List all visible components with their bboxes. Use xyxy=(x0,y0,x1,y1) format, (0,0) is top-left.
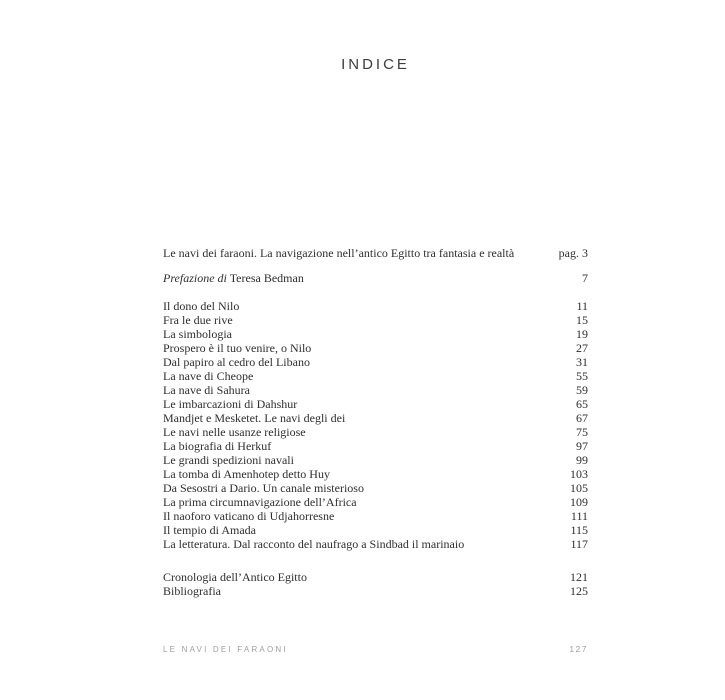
toc-entry-label: Le navi nelle usanze religiose xyxy=(163,425,306,439)
toc-entry-page-number: 121 xyxy=(570,570,588,584)
toc-row xyxy=(163,299,588,313)
toc-row-preface xyxy=(163,271,588,285)
toc-entry-label: La letteratura. Dal racconto del naufrago a Sindbad il marinaio xyxy=(163,537,465,551)
toc-entry-page-number: 111 xyxy=(570,509,588,523)
toc-entry-page-number: 55 xyxy=(576,369,588,383)
toc-entry-page-number: 65 xyxy=(576,397,588,411)
toc-entry-page-number: 11 xyxy=(576,299,588,313)
toc-entry-label: Da Sesostri a Dario. Un canale misterioso xyxy=(163,481,364,495)
toc-entry-page-number: 7 xyxy=(582,271,588,285)
toc-entry-label: La simbologia xyxy=(163,327,232,341)
toc-entry-label: La nave di Cheope xyxy=(163,369,254,383)
page-title: INDICE xyxy=(341,56,410,73)
toc-row xyxy=(163,467,588,481)
toc-row xyxy=(163,495,588,509)
toc-entry-page-number: 67 xyxy=(576,411,588,425)
toc-row xyxy=(163,327,588,341)
book-page xyxy=(163,0,588,700)
toc-entry-page-number: 109 xyxy=(570,495,588,509)
footer-page-number: 127 xyxy=(569,644,588,654)
toc-entry-label: Il tempio di Amada xyxy=(163,523,256,537)
toc-entry-page-number: 75 xyxy=(576,425,588,439)
toc-entry-label: La biografia di Herkuf xyxy=(163,439,272,453)
toc-entry-page-number: 15 xyxy=(576,313,588,327)
toc-row xyxy=(163,383,588,397)
toc-entry-label: La nave di Sahura xyxy=(163,383,250,397)
toc-entry-label: Mandjet e Mesketet. Le navi degli dei xyxy=(163,411,346,425)
toc-row xyxy=(163,481,588,495)
toc-entry-page-number: 99 xyxy=(576,453,588,467)
toc-entry-label: La tomba di Amenhotep detto Huy xyxy=(163,467,330,481)
toc-entry-label xyxy=(163,271,304,285)
toc-entry-label: Le imbarcazioni di Dahshur xyxy=(163,397,298,411)
footer-book-title: LE NAVI DEI FARAONI xyxy=(163,645,288,654)
toc-row xyxy=(163,411,588,425)
toc-entry-page-number: 97 xyxy=(576,439,588,453)
table-of-contents xyxy=(163,246,588,598)
toc-row-intro xyxy=(163,246,588,260)
toc-entry-label: Bibliografia xyxy=(163,584,221,598)
toc-entry-label: Dal papiro al cedro del Libano xyxy=(163,355,310,369)
toc-row xyxy=(163,313,588,327)
toc-entry-label: Prospero è il tuo venire, o Nilo xyxy=(163,341,312,355)
toc-row xyxy=(163,439,588,453)
toc-row xyxy=(163,355,588,369)
toc-row xyxy=(163,509,588,523)
toc-entry-label: La prima circumnavigazione dell’Africa xyxy=(163,495,357,509)
toc-entry-page-number: 59 xyxy=(576,383,588,397)
toc-entry-label: Il dono del Nilo xyxy=(163,299,240,313)
toc-row xyxy=(163,397,588,411)
toc-entry-label: Cronologia dell’Antico Egitto xyxy=(163,570,307,584)
toc-row xyxy=(163,369,588,383)
toc-entry-page-number: 105 xyxy=(570,481,588,495)
toc-entry-page-number: 103 xyxy=(570,467,588,481)
running-footer xyxy=(163,644,588,654)
toc-entry-page-number: 19 xyxy=(576,327,588,341)
toc-entry-label: Fra le due rive xyxy=(163,313,233,327)
toc-entry-page-number: 27 xyxy=(576,341,588,355)
toc-row xyxy=(163,453,588,467)
toc-row xyxy=(163,537,588,551)
toc-entry-page-number: pag. 3 xyxy=(558,246,588,260)
toc-row xyxy=(163,425,588,439)
toc-row xyxy=(163,341,588,355)
toc-row xyxy=(163,523,588,537)
toc-entry-page-number: 115 xyxy=(570,523,588,537)
toc-row xyxy=(163,584,588,598)
toc-entry-label: Le navi dei faraoni. La navigazione nell’antico Egitto tra fantasia e realtà xyxy=(163,246,515,260)
toc-entry-label: Il naoforo vaticano di Udjahorresne xyxy=(163,509,335,523)
toc-row xyxy=(163,570,588,584)
toc-entry-page-number: 125 xyxy=(570,584,588,598)
toc-entry-label-roman: Teresa Bedman xyxy=(229,271,304,285)
toc-entry-label-italic: Prefazione di xyxy=(163,271,227,285)
toc-entry-page-number: 31 xyxy=(576,355,588,369)
toc-entry-page-number: 117 xyxy=(570,537,588,551)
toc-back-matter-list xyxy=(163,570,588,598)
toc-entry-label: Le grandi spedizioni navali xyxy=(163,453,294,467)
toc-chapter-list xyxy=(163,299,588,551)
